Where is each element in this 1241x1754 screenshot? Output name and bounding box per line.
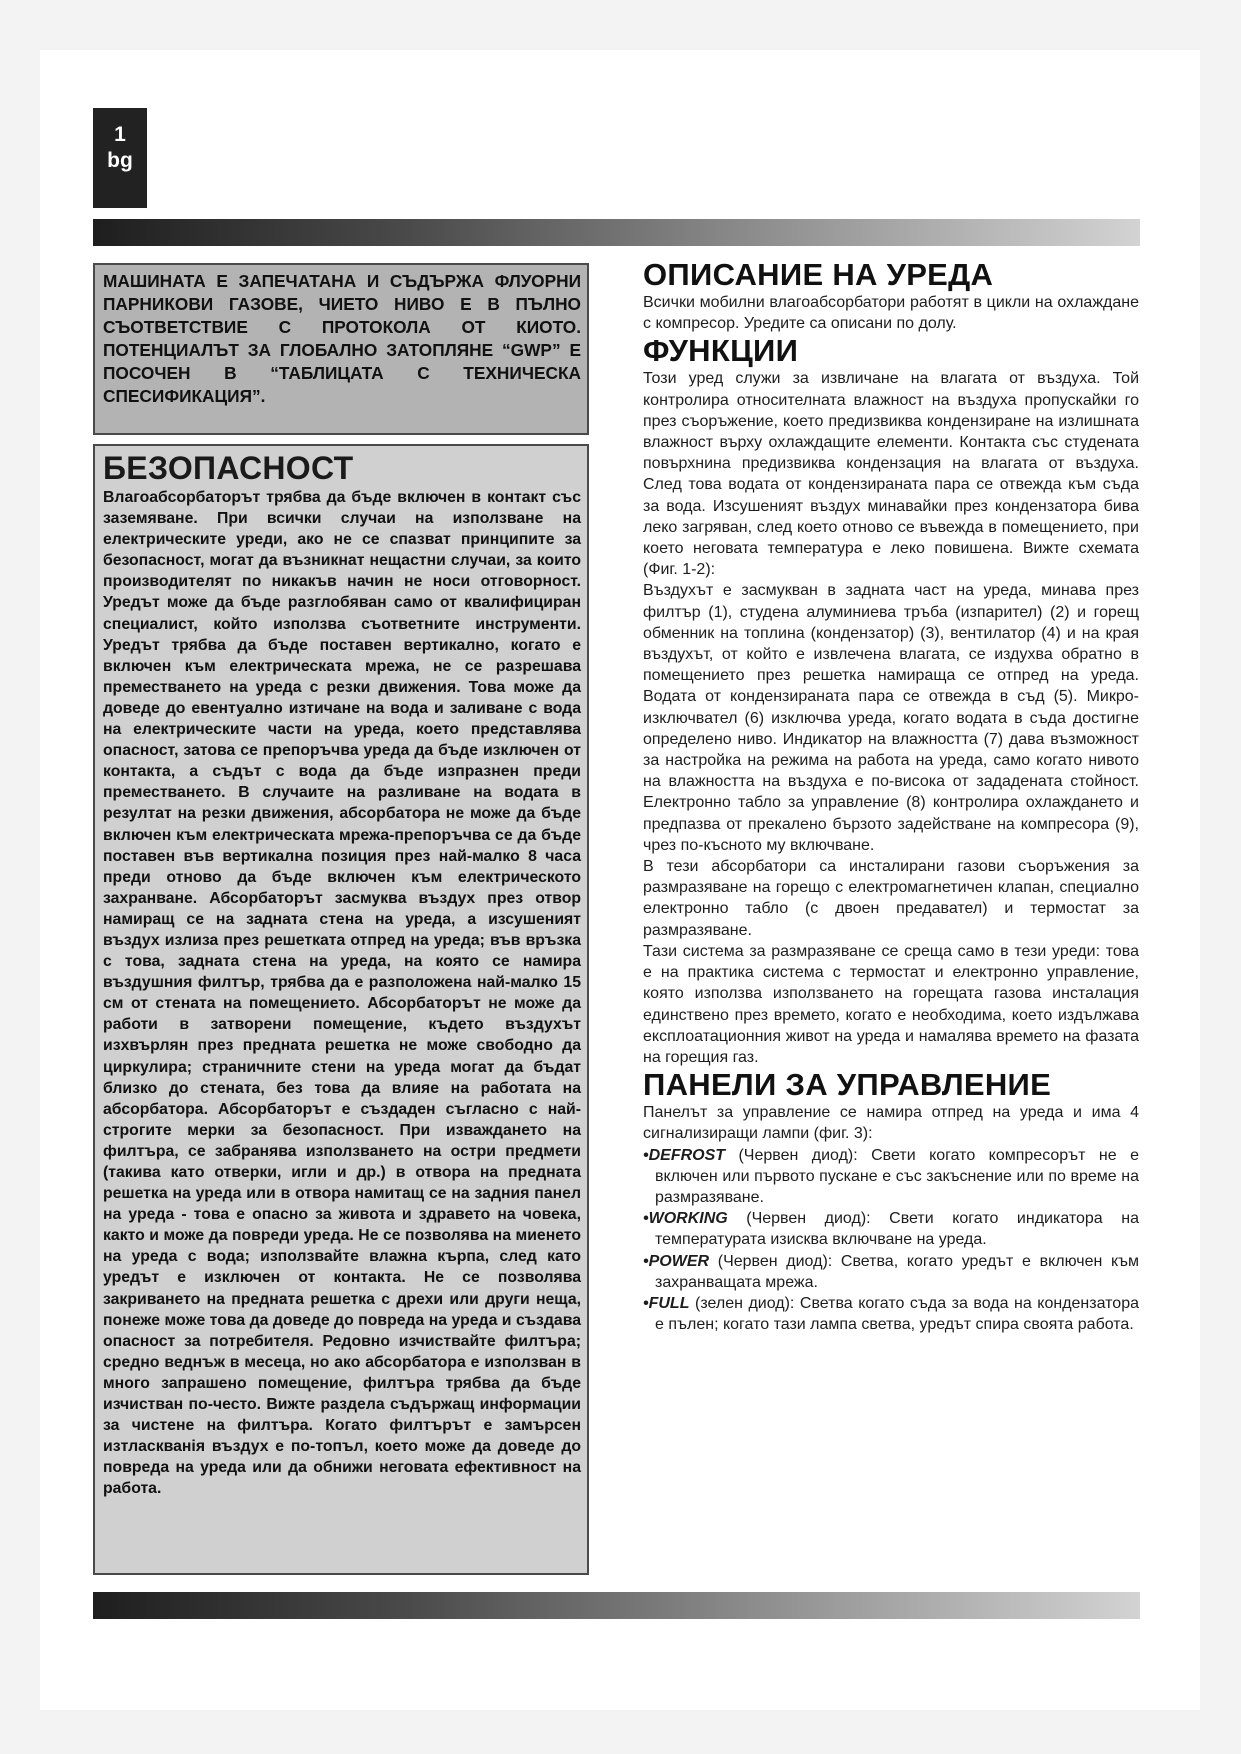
lamp-description: (Червен диод): Свети когато индикатора на температурата изисква включване на уреда. [655, 1210, 1139, 1249]
description-title: ОПИСАНИЕ НА УРЕДА [643, 257, 994, 292]
control-panels-intro: Панелът за управление се намира отпред на уреда и има 4 сигнализиращи лампи (фиг. 3): [643, 1104, 1139, 1143]
functions-paragraph: Този уред служи за извличане на влагата от въздуха. Той контролира относителната влажност на въздуха пропускайки го през съоръжение, което предизвиква кондензиране на излишната влажност върху охлаждащите елементи. Контакта със студената повърхнина предизвиква кондензация на влагата от въздуха. След това водата от кондензираната пара се отвежда към съда за вода. Изсушеният въздух минавайки през кондензатора бива леко загряван, след което отново се въвежда в помещението, при което неговата температура е леко повишена. Вижте схемата (Фиг. 1-2): [643, 370, 1139, 579]
lamp-defrost [643, 1145, 1139, 1209]
language-code: bg [107, 149, 133, 172]
page-tab [93, 108, 147, 208]
safety-section [93, 444, 589, 1575]
control-panels-title: ПАНЕЛИ ЗА УПРАВЛЕНИЕ [643, 1067, 1052, 1103]
fluorinated-gas-warning-box [93, 263, 589, 435]
lamp-label: •DEFROST [643, 1146, 726, 1164]
lamp-description: (Червен диод): Светва, когато уредът е включен към захранващата мрежа. [655, 1252, 1139, 1291]
footer-gradient-band [93, 1592, 1140, 1619]
lamp-working [643, 1208, 1139, 1250]
safety-text: Влагоабсорбаторът трябва да бъде включен в контакт със заземяване. При всички случаи на използване на електрическите уреди, ако не се спазват принципите за безопасност, могат да възникнат нещастни случаи, за които производителят по никакъв начин не носи отговорност. Уредът може да бъде разглобяван само от квалифициран специалист, който използва съответните инструменти. Уредът трябва да бъде поставен вертикално, когато е включен към електрическата мрежа, не се разрешава преместването на уреда с резки движения. Това може да доведе до евентуално изтичане на вода и заливане с вода на електрическите части на уреда, което представлява опасност, затова се препоръчва уреда да бъде изключен от контакта, а съдът с вода да бъде изпразнен преди преместването. В случаите на разливане на водата в резултат на резки движения, абсорбатора не може да бъде включен към електрическата мрежа-препоръчва се да бъде поставен във вертикална позиция през най-малко 8 часа преди отново да бъде включен към електрическото захранване. Абсорбаторът засмуква въздух през отвор намиращ се на задната стена на уреда, а изсушеният въздух излиза през решетката отпред на уреда; във връзка с това, задната стена на уреда, на която се намира въздушния филтър, трябва да е разположена най-малко 15 см от стената на помещението. Абсорбаторът не може да работи в затворени помещение, където въздухът изхвърлян през предната решетка не може свободно да циркулира; страничните стени на уреда могат да бъдат близко до стената, без това да влияе на работата на абсорбатора. Абсорбаторът е създаден съгласно с най-строгите мерки за безопасност. При изваждането на филтъра, се забранява използването на остри предмети (такива като отверки, игли и др.) в отвора на предната решетка на уреда или в отвора намитащ се на задния панел на уреда - това е опасно за живота и здравето на човека, както и може да повреди уреда. Не се позволява на миенето на уреда с вода; използвайте влажна кърпа, след като уредът е изключен от контакта. Не се позволява закриването на предната решетка с дрехи или други неща, понеже може това да доведе до повреда на уреда и създава опасност за потребителя. Редовно изчиствайте филтъра; средно веднъж в месеца, но ако абсорбатора е използван в много запрашено помещение, филтъра трябва да бъде изчистван по-често. Вижте раздела съдържащ информации за чистене на филтъра. Когато филтърът е замърсен изтласкванія въздух е по-топъл, което може да доведе до повреда на уреда или да обнижи неговата ефективност на работа. [103, 489, 581, 1498]
warning-text: МАШИНАТА Е ЗАПЕЧАТАНА И СЪДЪРЖА ФЛУОРНИ ПАРНИКОВИ ГАЗОВЕ, ЧИЕТО НИВО Е В ПЪЛНО СЪОТВЕТСТВИЕ С ПРОТОКОЛА ОТ КИОТО. ПОТЕНЦИАЛЪТ ЗА ГЛОБАЛНО ЗАТОПЛЯНЕ “GWP” Е ПОСОЧЕН В “ТАБЛИЦАТА С ТЕХНИЧЕСКА СПЕСИФИКАЦИЯ”. [103, 271, 581, 406]
functions-paragraph: Тази система за размразяване се среща само в тези уреди: това е на практика система с термостат и електронно управление, която използва използването на горещата газова инсталация единствено през времето, когато е необходима, което издължава експлоатационния живот на уреда и намалява времето на фазата на горещия газ. [643, 942, 1139, 1066]
page-number: 1 [114, 123, 126, 146]
functions-title: ФУНКЦИИ [643, 333, 799, 369]
lamp-full [643, 1293, 1139, 1335]
description-text: Всички мобилни влагоабсорбатори работят в цикли на охлаждане с компресор. Уредите са описани по долу. [643, 294, 1139, 333]
lamp-label: •WORKING [643, 1210, 728, 1228]
functions-paragraph: В тези абсорбатори са инсталирани газови съоръжения за размразяване на горещо с електромагнетичен клапан, специално електронно табло (с двоен предавател) и термостат за размразяване. [643, 858, 1139, 939]
lamp-label: •FULL [643, 1294, 690, 1312]
right-column [643, 258, 1139, 1335]
lamp-label: •POWER [643, 1252, 710, 1270]
safety-title: БЕЗОПАСНОСТ [103, 450, 354, 486]
lamp-description: (зелен диод): Светва когато съда за вода на кондензатора е пълен; когато тази лампа светва, уредът спира своята работа. [655, 1294, 1139, 1334]
functions-paragraph: Въздухът е засмукван в задната част на уреда, минава през филтър (1), студена алуминиева тръба (изпарител) (2) и горещ обменник на топлина (кондензатор) (3), вентилатор (4) и на края въздухът, от който е извлечена влагата, се издухва обратно в помещението през решетка намираща се отпред на уреда. Водата от кондензираната пара се отвежда в съд (5). Микро-изключвател (6) изключва уреда, когато водата в съда достигне определено ниво. Индикатор на влажността (7) дава възможност за настройка на режима на работа на уреда, само когато нивото на влажността на въздуха е по-висока от зададената стойност. Електронно табло за управление (8) контролира охлаждането и предпазва от прекалено бързото задействане на компресора (9), чрез по-късното му включване. [643, 582, 1139, 854]
lamp-description: (Червен диод): Свети когато компресорът не е включен или първото пускане е със закъснение или по време на размразяване. [655, 1146, 1139, 1206]
header-gradient-band [93, 219, 1140, 246]
lamp-power [643, 1251, 1139, 1293]
